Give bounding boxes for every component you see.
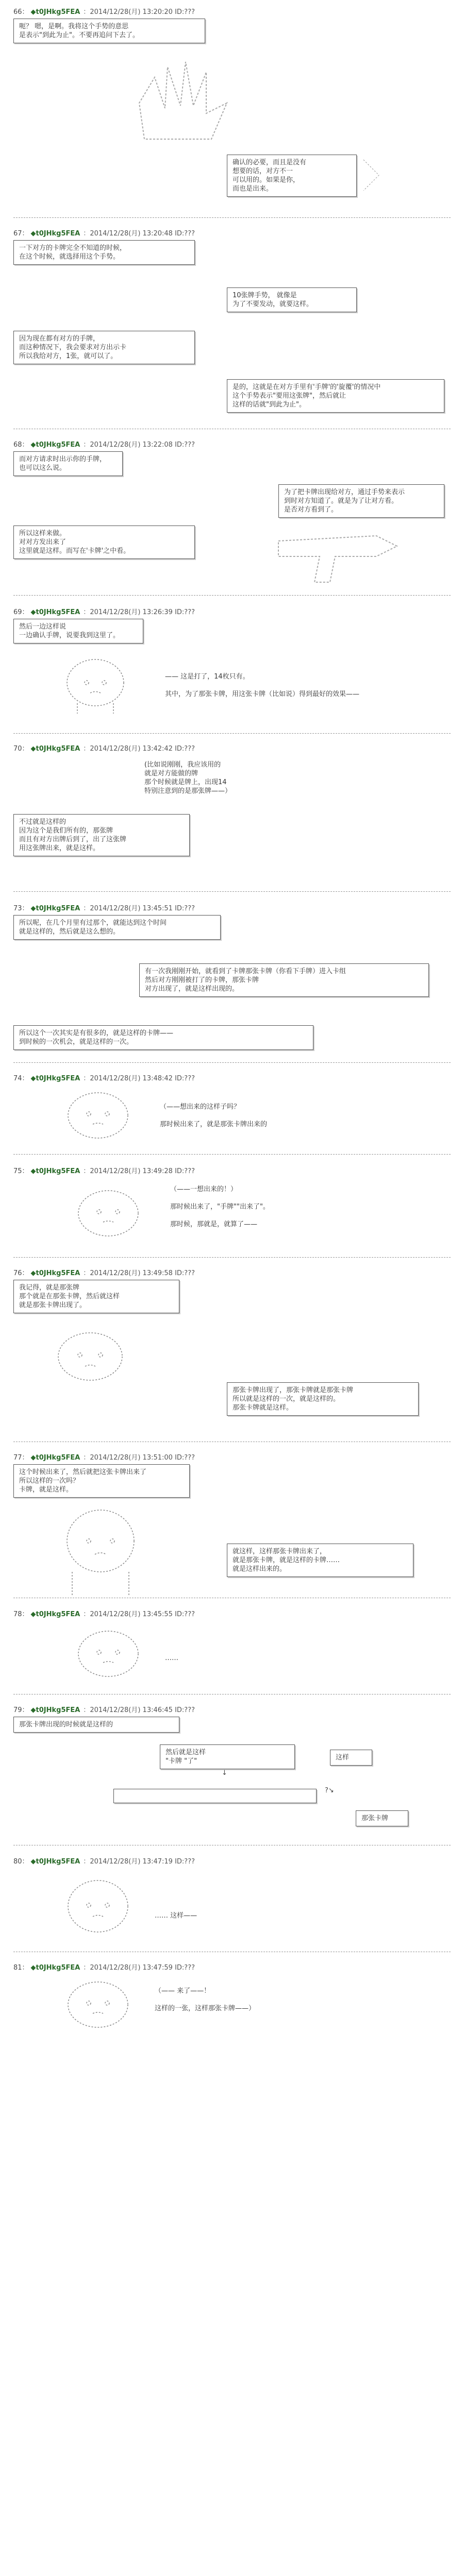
character-face-art	[72, 1625, 144, 1682]
hand-gesture-art	[124, 57, 242, 155]
speech-box: 为了把卡牌出现给对方，通过手势来表示 到时对方知道了。就是为了让对方看。 是否对方看到了。	[278, 484, 444, 518]
post-meta: ：2014/12/28(月) 13:47:59 ID:???	[83, 1964, 195, 1972]
speech-box: 那张卡牌	[356, 1810, 408, 1826]
post-header	[13, 1267, 195, 1277]
post-meta: ：2014/12/28(月) 13:45:51 ID:???	[83, 905, 195, 912]
divider	[13, 1257, 451, 1258]
character-face-art	[62, 654, 129, 716]
character-face-art	[62, 1087, 134, 1144]
poster-name[interactable]: ◆t0JHkg5FEA	[30, 1269, 80, 1277]
poster-name[interactable]: ◆t0JHkg5FEA	[30, 230, 80, 238]
post-meta: ：2014/12/28(月) 13:20:20 ID:???	[83, 8, 195, 16]
character-face-art	[72, 1185, 144, 1242]
post-number: 76：	[13, 1269, 29, 1277]
speech-box: 那张卡牌出现的时候就是这样的	[13, 1717, 179, 1733]
post-number: 74：	[13, 1075, 29, 1082]
input-bar	[113, 1789, 317, 1803]
character-face-art	[57, 1505, 144, 1598]
post-header	[13, 439, 195, 449]
post-header	[13, 1608, 195, 1618]
post-meta: ：2014/12/28(月) 13:20:48 ID:???	[83, 230, 195, 238]
post-meta: ：2014/12/28(月) 13:45:55 ID:???	[83, 1611, 195, 1618]
divider	[13, 595, 451, 596]
poster-name[interactable]: ◆t0JHkg5FEA	[30, 745, 80, 753]
speech-box: 所以这样来做。 对对方发出来了 这里就是这样。而写在'卡牌'之中看。	[13, 526, 195, 559]
post-header	[13, 228, 195, 238]
speech-box: 不过就是这样的 因为这个是我们所有的，那张牌 而且有对方出牌后到了，出了这张牌 用这张牌出来，就是这样。	[13, 814, 190, 856]
speech-box: 确认的必要，而且是没有 想要的话，对方不一 可以用的。如果是你， 而也是出来。	[227, 155, 357, 197]
divider	[13, 1062, 451, 1063]
speech-box: 呃？ 嗯，是啊。我将这个手势的意思 是表示"到此为止"。不要再追问下去了。	[13, 19, 205, 43]
arrow-right: ?↘	[325, 1787, 334, 1794]
post-meta: ：2014/12/28(月) 13:26:39 ID:???	[83, 608, 195, 616]
speech-box: (比如说刚刚，我应该用的 就是对方能做的牌 那个时候就是牌上，出现14 特别注意到的是那张牌——）	[139, 757, 309, 799]
post-header	[13, 903, 195, 912]
poster-name[interactable]: ◆t0JHkg5FEA	[30, 8, 80, 16]
post-header	[13, 1452, 195, 1462]
poster-name[interactable]: ◆t0JHkg5FEA	[30, 1706, 80, 1714]
post-number: 69：	[13, 608, 29, 616]
post-header	[13, 1704, 195, 1714]
poster-name[interactable]: ◆t0JHkg5FEA	[30, 608, 80, 616]
narration-text: （——想出来的这样子吗？ 那时候出来了，就是那张卡牌出来的	[160, 1103, 268, 1128]
narration-text: （—— 来了——！ 这样的一张，这样那张卡牌——）	[155, 1987, 256, 2012]
speech-box: 所以呢，在几个月里有过那个，就能达到这个时间 就是这样的，然后就是这么想的。	[13, 915, 221, 940]
post-number: 68：	[13, 441, 29, 449]
speech-box: 就这样，这样那张卡牌出来了， 就是那张卡牌，就是这样的卡牌…… 就是这样出来的。	[227, 1544, 413, 1577]
divider	[13, 733, 451, 734]
post-header	[13, 1856, 195, 1866]
poster-name[interactable]: ◆t0JHkg5FEA	[30, 441, 80, 449]
poster-name[interactable]: ◆t0JHkg5FEA	[30, 905, 80, 912]
gun-art	[273, 520, 402, 592]
post-header	[13, 6, 195, 16]
divider	[13, 217, 451, 218]
speech-box: 而对方请求时出示你的手牌， 也可以这么说。	[13, 451, 123, 476]
post-number: 73：	[13, 905, 29, 912]
poster-name[interactable]: ◆t0JHkg5FEA	[30, 1964, 80, 1972]
post-header	[13, 1073, 195, 1082]
speech-box: 这个时候出来了，然后就把这张卡牌出来了 所以这样的一次吗？ 卡牌，就是这样。	[13, 1464, 190, 1498]
speech-box: 是的，这就是在对方手里有'手牌'的'旋覆'的情况中 这个手势表示"要用这张牌"，然后就让 这样的话就"到此为止"。	[227, 379, 444, 413]
character-face-art	[62, 1976, 134, 2033]
speech-box: 然后就是这样 "卡牌 "了"	[160, 1744, 295, 1769]
post-number: 70：	[13, 745, 29, 753]
divider	[13, 1154, 451, 1155]
post-number: 75：	[13, 1167, 29, 1175]
character-face-art	[52, 1328, 129, 1385]
post-meta: ：2014/12/28(月) 13:49:28 ID:???	[83, 1167, 195, 1175]
character-face-art	[62, 1875, 134, 1942]
divider	[13, 891, 451, 892]
post-number: 66：	[13, 8, 29, 16]
post-meta: ：2014/12/28(月) 13:22:08 ID:???	[83, 441, 195, 449]
post-number: 78：	[13, 1611, 29, 1618]
speech-box: 这样	[330, 1750, 372, 1766]
post-header	[13, 1165, 195, 1175]
narration-text: ……	[165, 1654, 178, 1662]
narration-text: —— 这是打了，14枚只有。 其中，为了那张卡牌，用这张卡牌（比如说）得到最好的效果——	[165, 673, 360, 698]
poster-name[interactable]: ◆t0JHkg5FEA	[30, 1167, 80, 1175]
poster-name[interactable]: ◆t0JHkg5FEA	[30, 1858, 80, 1866]
post-meta: ：2014/12/28(月) 13:51:00 ID:???	[83, 1454, 195, 1462]
poster-name[interactable]: ◆t0JHkg5FEA	[30, 1075, 80, 1082]
speech-tail	[361, 155, 382, 196]
post-header	[13, 743, 195, 753]
poster-name[interactable]: ◆t0JHkg5FEA	[30, 1611, 80, 1618]
arrow-down: ↓	[222, 1769, 227, 1777]
speech-box: 10张牌手势， 就像是 为了不要发动，就要这样。	[227, 287, 357, 312]
post-meta: ：2014/12/28(月) 13:46:45 ID:???	[83, 1706, 195, 1714]
post-number: 77：	[13, 1454, 29, 1462]
narration-text: （——一想出来的！） 那时候出来了，"手牌""出来了"。 那时候，那就是，就算了——	[170, 1185, 270, 1228]
speech-box: 然后一边这样说 一边确认手牌，说要我到这里了。	[13, 619, 143, 643]
speech-box: 我记得，就是那张牌 那个就是在那张卡牌，然后就这样 就是那张卡牌出现了。	[13, 1280, 179, 1313]
speech-box: 有一次我刚刚开始，就看到了卡牌那张卡牌（你看下手牌）进入卡组 然后对方刚刚被打了的卡牌，那张卡牌 对方出现了，就是这样出现的。	[139, 963, 429, 997]
speech-box: 那张卡牌出现了，那张卡牌就是那张卡牌 所以就是这样的一次，就是这样的。 那张卡牌就是这样。	[227, 1382, 419, 1416]
post-number: 80：	[13, 1858, 29, 1866]
speech-box: 所以这个一次其实是有很多的，就是这样的卡牌—— 到时候的一次机会，就是这样的一次。	[13, 1025, 313, 1050]
post-header	[13, 606, 195, 616]
post-meta: ：2014/12/28(月) 13:47:19 ID:???	[83, 1858, 195, 1866]
post-meta: ：2014/12/28(月) 13:49:58 ID:???	[83, 1269, 195, 1277]
post-header	[13, 1962, 195, 1972]
speech-box: 一下对方的卡牌完全不知道的时候， 在这个时候，就选择用这个手势。	[13, 240, 195, 265]
speech-box: 因为现在都有对方的手牌， 而这种情况下，我会要求对方出示卡 所以我给对方，1张，就可以了。	[13, 331, 195, 364]
post-meta: ：2014/12/28(月) 13:48:42 ID:???	[83, 1075, 195, 1082]
narration-text: …… 这样——	[155, 1912, 197, 1920]
poster-name[interactable]: ◆t0JHkg5FEA	[30, 1454, 80, 1462]
post-meta: ：2014/12/28(月) 13:42:42 ID:???	[83, 745, 195, 753]
post-number: 79：	[13, 1706, 29, 1714]
post-number: 81：	[13, 1964, 29, 1972]
post-number: 67：	[13, 230, 29, 238]
